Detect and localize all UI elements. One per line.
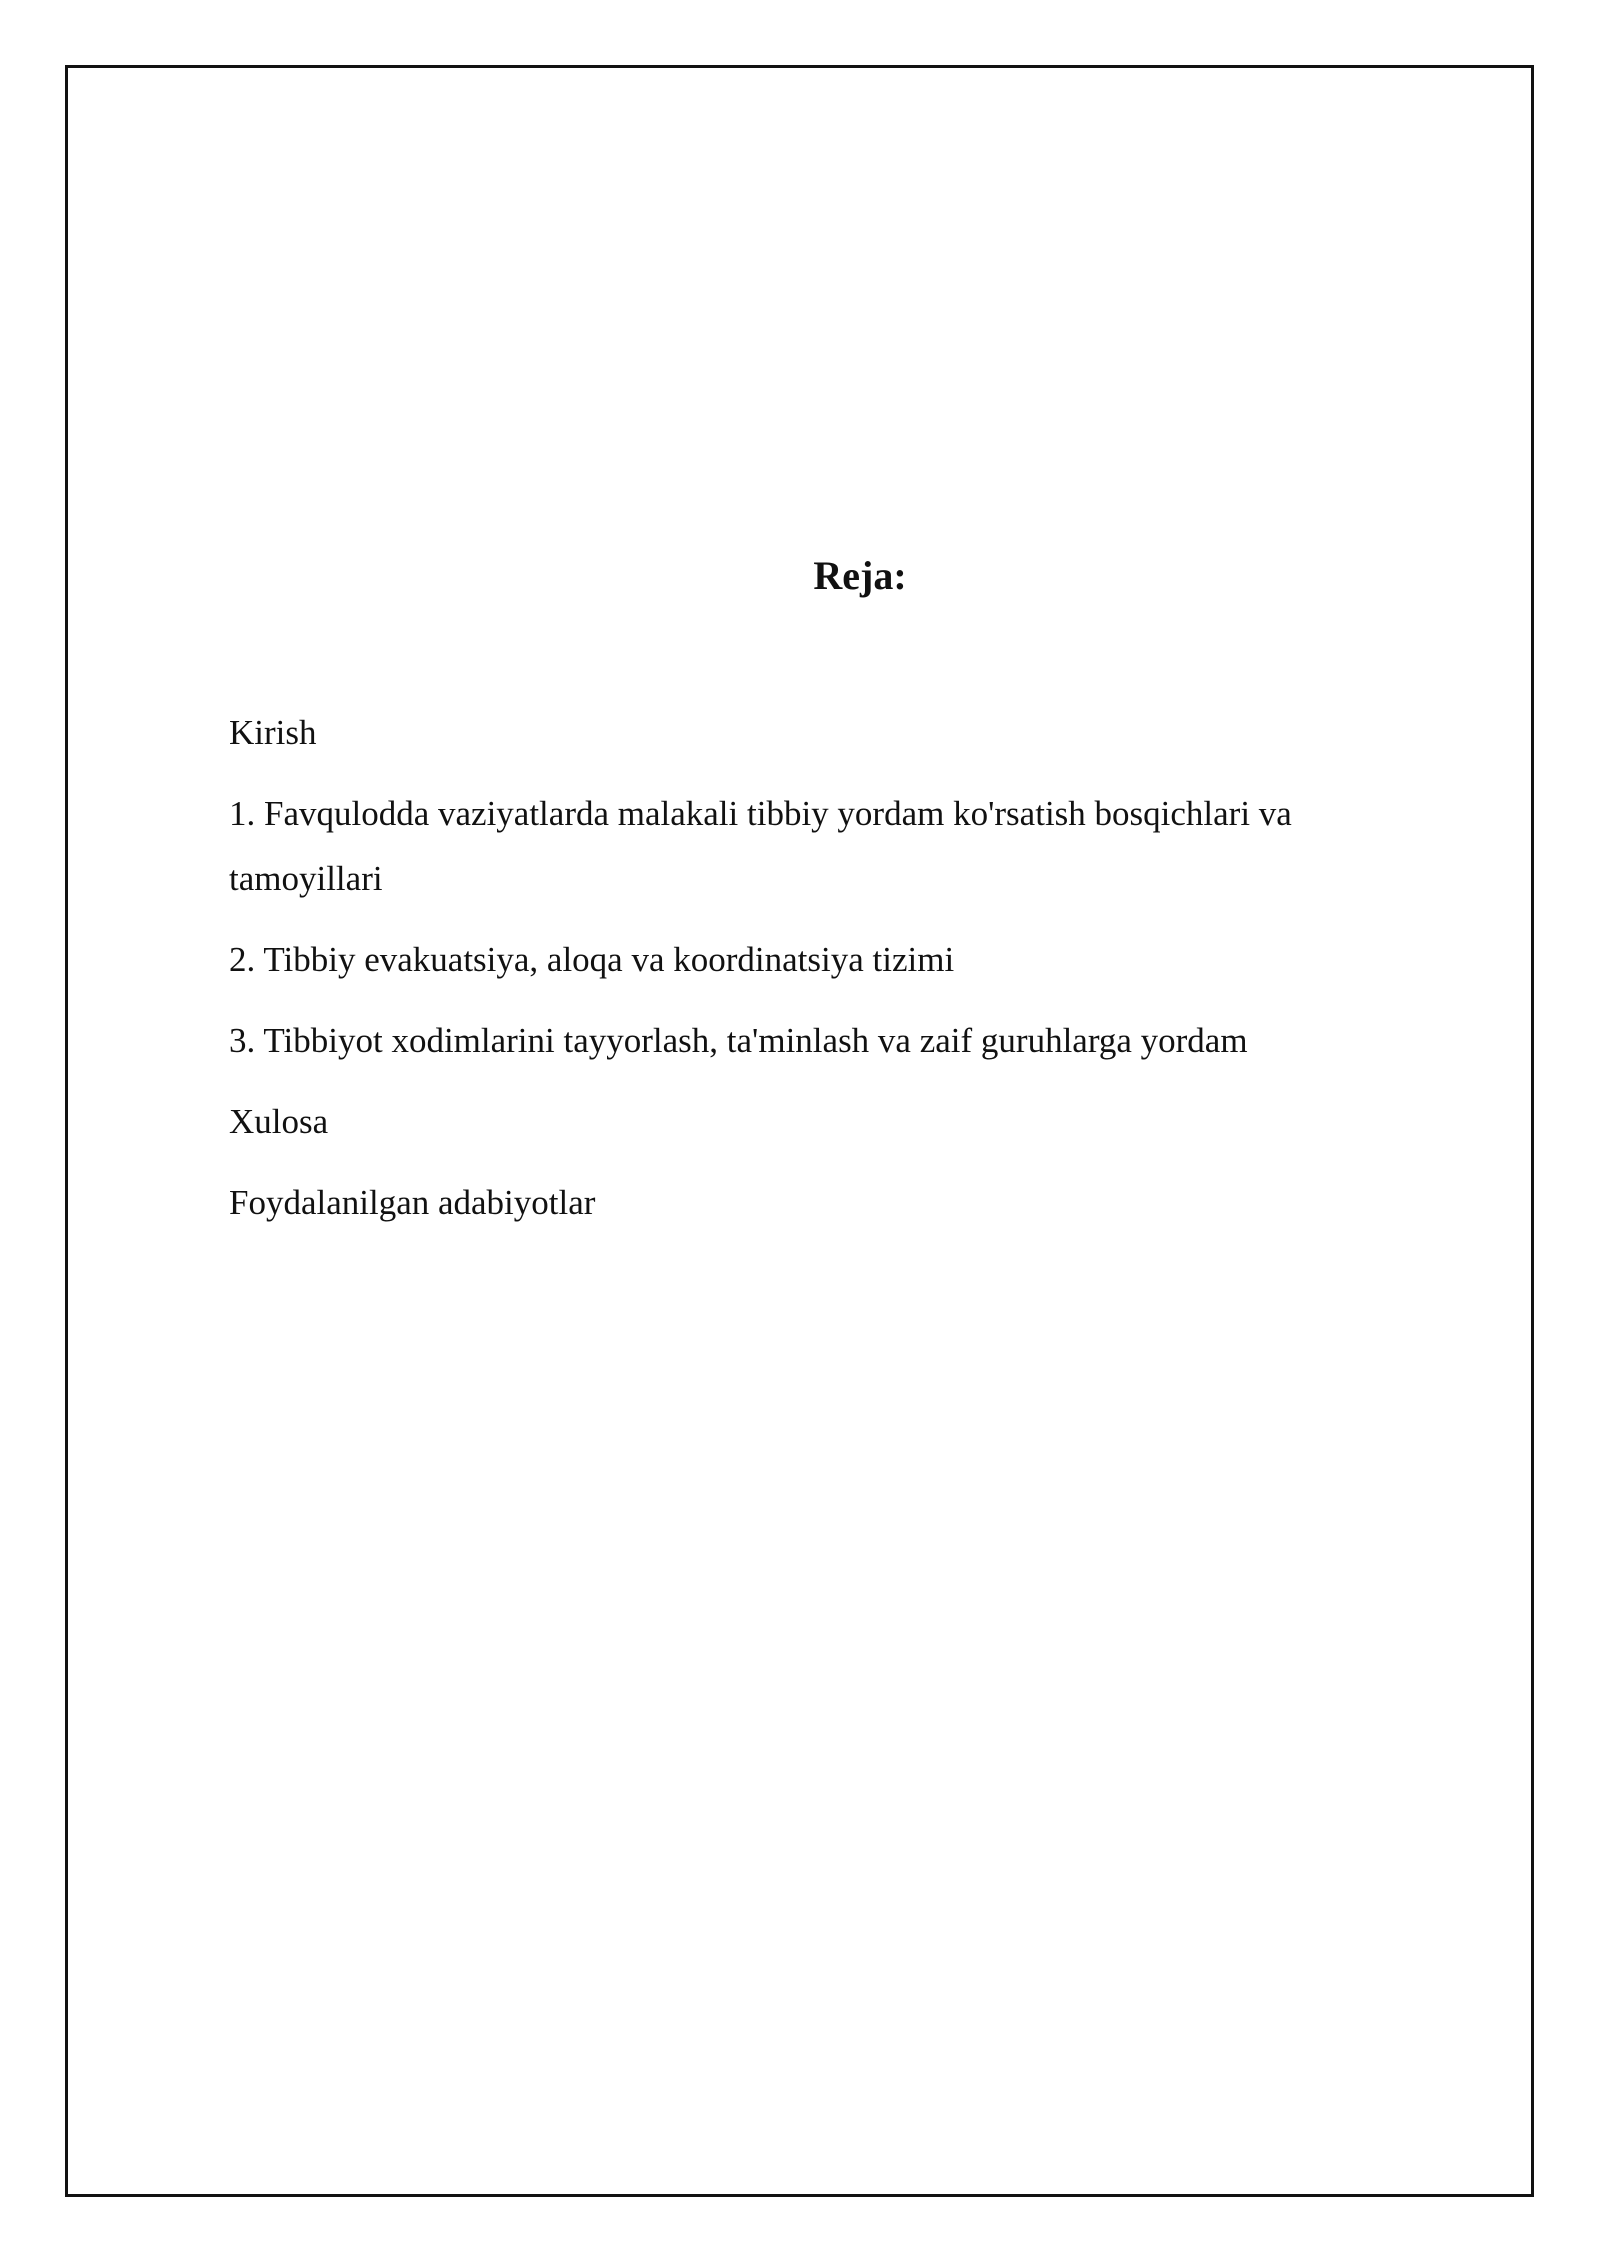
toc-item-introduction: Kirish [229, 713, 317, 752]
toc-item-references: Foydalanilgan adabiyotlar [229, 1183, 596, 1222]
toc-item-section-3: 3. Tibbiyot xodimlarini tayyorlash, ta'minlash va zaif guruhlarga yordam [229, 1021, 1248, 1060]
page-title: Reja: [813, 553, 907, 598]
table-of-contents [229, 700, 1409, 1251]
toc-item-section-2: 2. Tibbiy evakuatsiya, aloqa va koordinatsiya tizimi [229, 940, 955, 979]
toc-item-section-1: 1. Favqulodda vaziyatlarda malakali tibbiy yordam ko'rsatish bosqichlari va tamoyillari [229, 794, 1292, 898]
toc-item-conclusion: Xulosa [229, 1102, 329, 1141]
